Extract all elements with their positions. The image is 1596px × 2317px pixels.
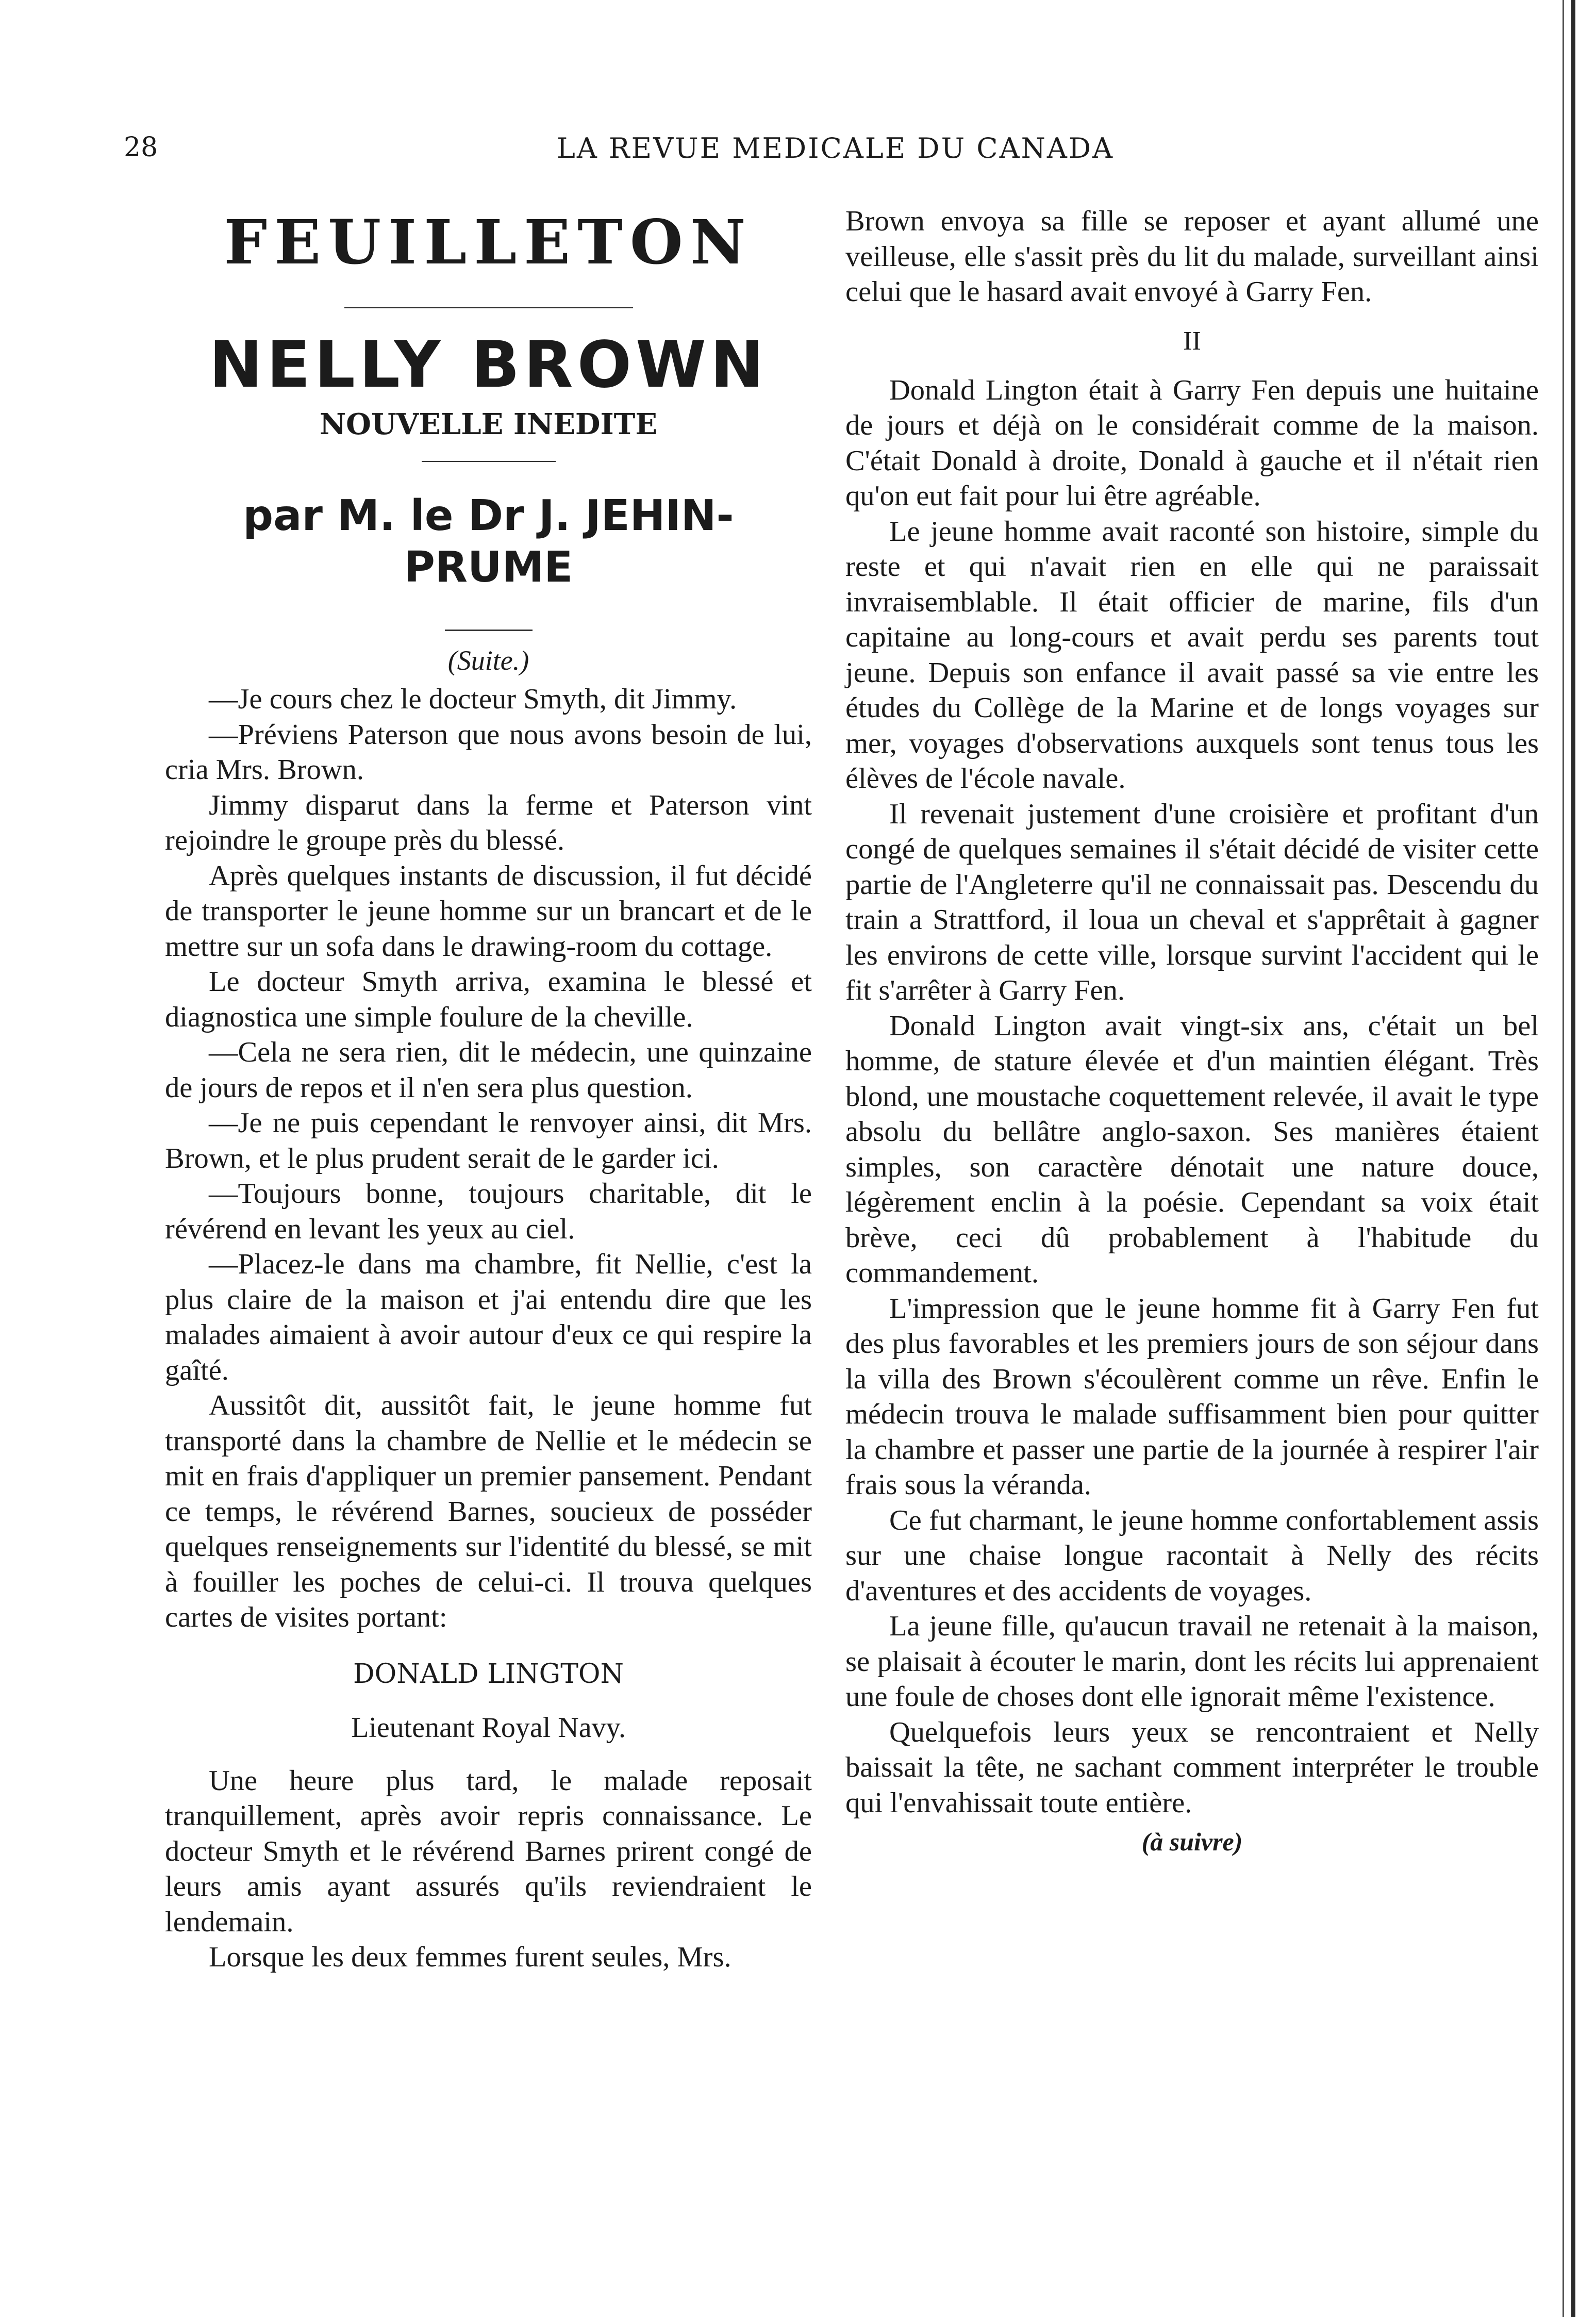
- heading-rule: [344, 307, 633, 308]
- paragraph-continuation: Brown envoya sa fille se reposer et ayant allumé une veilleuse, elle s'assit près du lit du malade, surveillant ainsi celui que le hasard avait envoyé à Garry Fen.: [845, 205, 1539, 308]
- paragraph: Aussitôt dit, aussitôt fait, le jeune homme fut transporté dans la chambre de Nellie et le médecin se mit en frais d'appliquer un premier pansement. Pendant ce temps, le révérend Barnes, soucieux de posséder quelques renseignements sur l'identité du blessé, se mit à fouiller les poches de celui-ci. Il trouva quelques cartes de visites portant:: [165, 1389, 812, 1633]
- byline: par M. le Dr J. JEHIN-PRUME: [243, 491, 734, 592]
- paragraph: La jeune fille, qu'aucun travail ne retenait à la maison, se plaisait à écouter le marin, dont les récits lui apprenaient une foule de choses dont elle ignorait même l'existence.: [845, 1610, 1539, 1713]
- paragraph: —Toujours bonne, toujours charitable, dit le révérend en levant les yeux au ciel.: [165, 1178, 812, 1245]
- paragraph: Ce fut charmant, le jeune homme confortablement assis sur une chaise longue racontait à Nelly des récits d'aventures et des accidents de voyages.: [845, 1504, 1539, 1607]
- section-heading: FEUILLETON: [224, 206, 753, 278]
- paragraph: Donald Lington était à Garry Fen depuis une huitaine de jours et déjà on le considérait comme de la maison. C'était Donald à droite, Donald à gauche et il n'était rien qu'on eut fait pour lui être agréable.: [845, 374, 1539, 512]
- right-column: [845, 204, 1539, 1860]
- paragraph: Une heure plus tard, le malade reposait tranquillement, après avoir repris connaissance. Le docteur Smyth et le révérend Barnes prirent congé de leurs amis ayant assurés qu'ils reviendraient le lendemain.: [165, 1764, 812, 1938]
- paragraph: Quelquefois leurs yeux se rencontraient et Nelly baissait la tête, ne sachant comment interpréter le trouble qui l'envahissait toute entière.: [845, 1716, 1539, 1819]
- section-number: II: [1183, 326, 1201, 356]
- paragraph: Après quelques instants de discussion, il fut décidé de transporter le jeune homme sur un brancart et de le mettre sur un sofa dans le drawing-room du cottage.: [165, 859, 812, 963]
- paragraph: Le jeune homme avait raconté son histoire, simple du reste et qui n'avait rien en elle qui ne paraissait invraisemblable. Il était officier de marine, fils d'un capitaine au long-cours et avait perdu ses parents tout jeune. Depuis son enfance il avait passé sa vie entre les études du Collège de la Marine et de longs voyages sur mer, voyages d'observations auxquels sont tenus tous les élèves de l'école navale.: [845, 515, 1539, 795]
- paragraph: Il revenait justement d'une croisière et profitant d'un congé de quelques semaines il s'était décidé de visiter cette partie de l'Angleterre qu'il ne connaissait pas. Descendu du train a Strattford, il loua un cheval et s'apprêtait à gagner les environs de cette ville, lorsque survint l'accident qui le fit s'arrêter à Garry Fen.: [845, 798, 1539, 1006]
- paragraph: —Je ne puis cependant le renvoyer ainsi, dit Mrs. Brown, et le plus prudent serait de le garder ici.: [165, 1107, 812, 1174]
- paragraph: Le docteur Smyth arriva, examina le blessé et diagnostica une simple foulure de la cheville.: [165, 966, 812, 1033]
- paragraph: —Je cours chez le docteur Smyth, dit Jimmy.: [209, 683, 737, 715]
- paragraph: Lorsque les deux femmes furent seules, Mrs.: [209, 1941, 732, 1973]
- page-number: 28: [124, 132, 158, 163]
- subtitle-rule: [422, 461, 556, 462]
- paragraph: —Préviens Paterson que nous avons besoin de lui, cria Mrs. Brown.: [165, 718, 812, 786]
- visiting-card-name: DONALD LINGTON: [353, 1658, 624, 1690]
- page-edge: [1571, 0, 1575, 2317]
- byline-rule: [445, 630, 533, 631]
- page-edge-shadow: [1562, 0, 1564, 2317]
- story-title: NELLY BROWN: [209, 328, 768, 402]
- running-head: LA REVUE MEDICALE DU CANADA: [557, 132, 1115, 164]
- visiting-card-rank: Lieutenant Royal Navy.: [351, 1711, 626, 1744]
- story-subtitle: NOUVELLE INEDITE: [319, 407, 658, 441]
- paragraph: Donald Lington avait vingt-six ans, c'était un bel homme, de stature élevée et d'un maintien élégant. Très blond, une moustache coquettement relevée, il avait le type absolu du bellâtre anglo-saxon. Ses manières étaient simples, son caractère dénotait une nature douce, légèrement enclin à la poésie. Cependant sa voix était brève, ceci dû probablement à l'habitude du commandement.: [845, 1009, 1539, 1289]
- to-be-continued: (à suivre): [1141, 1827, 1243, 1856]
- paragraph: —Cela ne sera rien, dit le médecin, une quinzaine de jours de repos et il n'en sera plus question.: [165, 1036, 812, 1104]
- left-column: [165, 204, 812, 1975]
- paragraph: Jimmy disparut dans la ferme et Paterson vint rejoindre le groupe près du blessé.: [165, 789, 812, 856]
- paragraph: L'impression que le jeune homme fit à Garry Fen fut des plus favorables et les premiers jours de son séjour dans la villa des Brown s'écoulèrent comme un rêve. Enfin le médecin trouva le malade suffisamment bien pour quitter la chambre et passer une partie de la journée à respirer l'air frais sous la véranda.: [845, 1292, 1539, 1501]
- paragraph: —Placez-le dans ma chambre, fit Nellie, c'est la plus claire de la maison et j'ai entendu dire que les malades aimaient à avoir autour d'eux ce qui respire la gaîté.: [165, 1248, 812, 1386]
- suite-label: (Suite.): [447, 645, 529, 676]
